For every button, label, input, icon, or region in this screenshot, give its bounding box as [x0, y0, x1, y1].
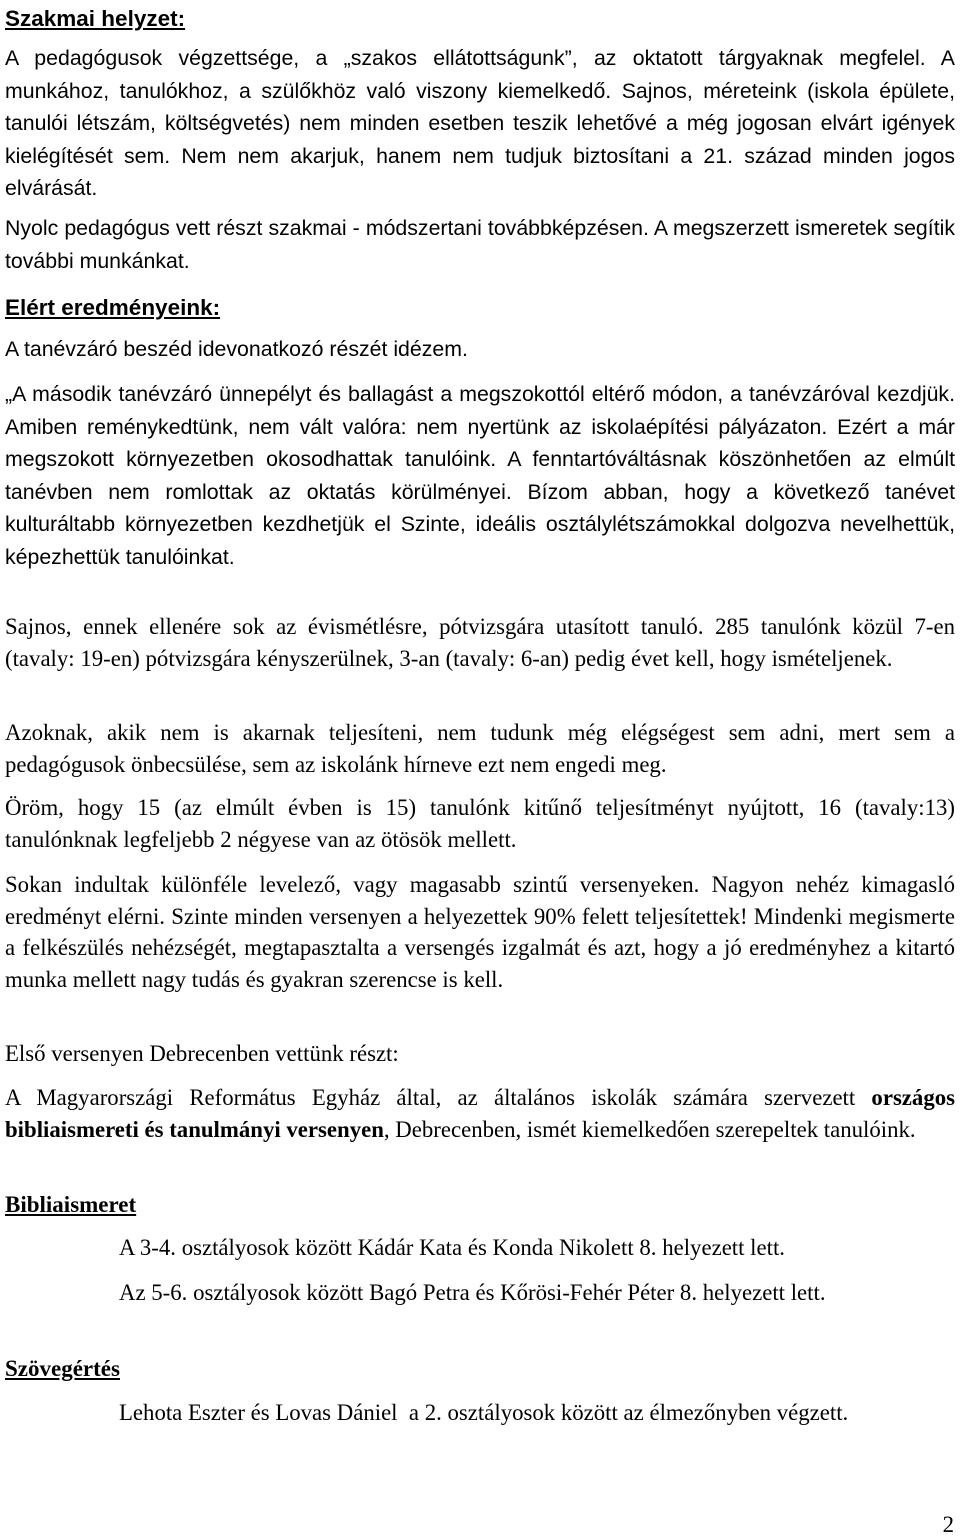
- paragraph-competitions: Sokan indultak különféle levelező, vagy magasabb szintű versenyeken. Nagyon nehéz kimagasló eredményt elérni. Szinte minden versenyen a helyezettek 90% felett teljesítettek! Mindenki megismerte a felkészülés nehézségét, megtapasztalta a versengés izgalmát és azt, hogy a jó eredményhez a kitartó munka mellett nagy tudás és gyakran szerencse is kell.: [5, 872, 955, 992]
- heading-elert-eredmenyeink: Elért eredményeink:: [5, 295, 221, 320]
- paragraph-standards: Azoknak, akik nem is akarnak teljesíteni, nem tudunk még elégségest sem adni, mert sem a pedagógusok önbecsülése, sem az iskolánk hírneve ezt nem engedi meg.: [5, 720, 955, 777]
- competition-text-a: A Magyarországi Református Egyház által, az általános iskolák számára szervezett: [5, 1085, 872, 1110]
- paragraph-first-competition: Első versenyen Debrecenben vettünk részt:: [5, 1041, 399, 1066]
- page-number: 2: [942, 1512, 954, 1537]
- competition-name: országos bibliaismereti és tanulmányi versenyen: [5, 1085, 955, 1142]
- result-grade-2: Lehota Eszter és Lovas Dániel a 2. osztályosok között az élmezőnyben végzett.: [119, 1400, 849, 1425]
- result-grade-3-4: A 3-4. osztályosok között Kádár Kata és Konda Nikolett 8. helyezett lett.: [119, 1235, 785, 1260]
- paragraph-training: Nyolc pedagógus vett részt szakmai - módszertani továbbképzésen. A megszerzett ismeretek segítik további munkánkat.: [5, 216, 955, 273]
- paragraph-quote-intro: A tanévzáró beszéd idevonatkozó részét idézem.: [5, 337, 468, 361]
- paragraph-quote: „A második tanévzáró ünnepélyt és ballagást a megszokottól eltérő módon, a tanévzáróval kezdjük. Amiben reménykedtünk, nem vált valóra: nem nyertünk az iskolaépítési pályázaton. Ezért a már megszokott környezetben okosodhattak tanulóink. A fenntartóváltásnak köszönhetően az elmúlt tanévben nem romlottak az oktatás körülményei. Bízom abban, hogy a következő tanévet kulturáltabb környezetben kezdhetjük el Szinte, ideális osztálylétszámokkal dolgozva nevelhettük, képezhettük tanulóinkat.: [5, 382, 955, 569]
- heading-szovegertes: Szövegértés: [5, 1356, 120, 1381]
- heading-szakmai-helyzet: Szakmai helyzet:: [5, 6, 186, 31]
- paragraph-repeaters: Sajnos, ennek ellenére sok az évismétlésre, pótvizsgára utasított tanuló. 285 tanulónk közül 7-en (tavaly: 19-en) pótvizsgára kényszerülnek, 3-an (tavaly: 6-an) pedig évet kell, hogy ismételjenek.: [5, 614, 955, 671]
- competition-text-b: , Debrecenben, ismét kiemelkedően szerepeltek tanulóink.: [383, 1116, 916, 1142]
- result-grade-5-6: Az 5-6. osztályosok között Bagó Petra és Kőrösi-Fehér Péter 8. helyezett lett.: [119, 1280, 826, 1305]
- paragraph-reformed-competition: [5, 1082, 955, 1145]
- paragraph-excellent-students: Öröm, hogy 15 (az elmúlt évben is 15) tanulónk kitűnő teljesítményt nyújtott, 16 (tavaly:13) tanulónknak legfeljebb 2 négyese van az ötösök mellett.: [5, 795, 955, 852]
- paragraph-qualifications: A pedagógusok végzettsége, a „szakos ellátottságunk”, az oktatott tárgyaknak megfelel. A munkához, tanulókhoz, a szülőkhöz való viszony kiemelkedő. Sajnos, méreteink (iskola épülete, tanulói létszám, költségvetés) nem minden esetben teszik lehetővé a még jogosan elvárt igények kielégítését sem. Nem nem akarjuk, hanem nem tudjuk biztosítani a 21. század minden jogos elvárását.: [5, 46, 955, 200]
- heading-bibliaismeret: Bibliaismeret: [5, 1192, 137, 1217]
